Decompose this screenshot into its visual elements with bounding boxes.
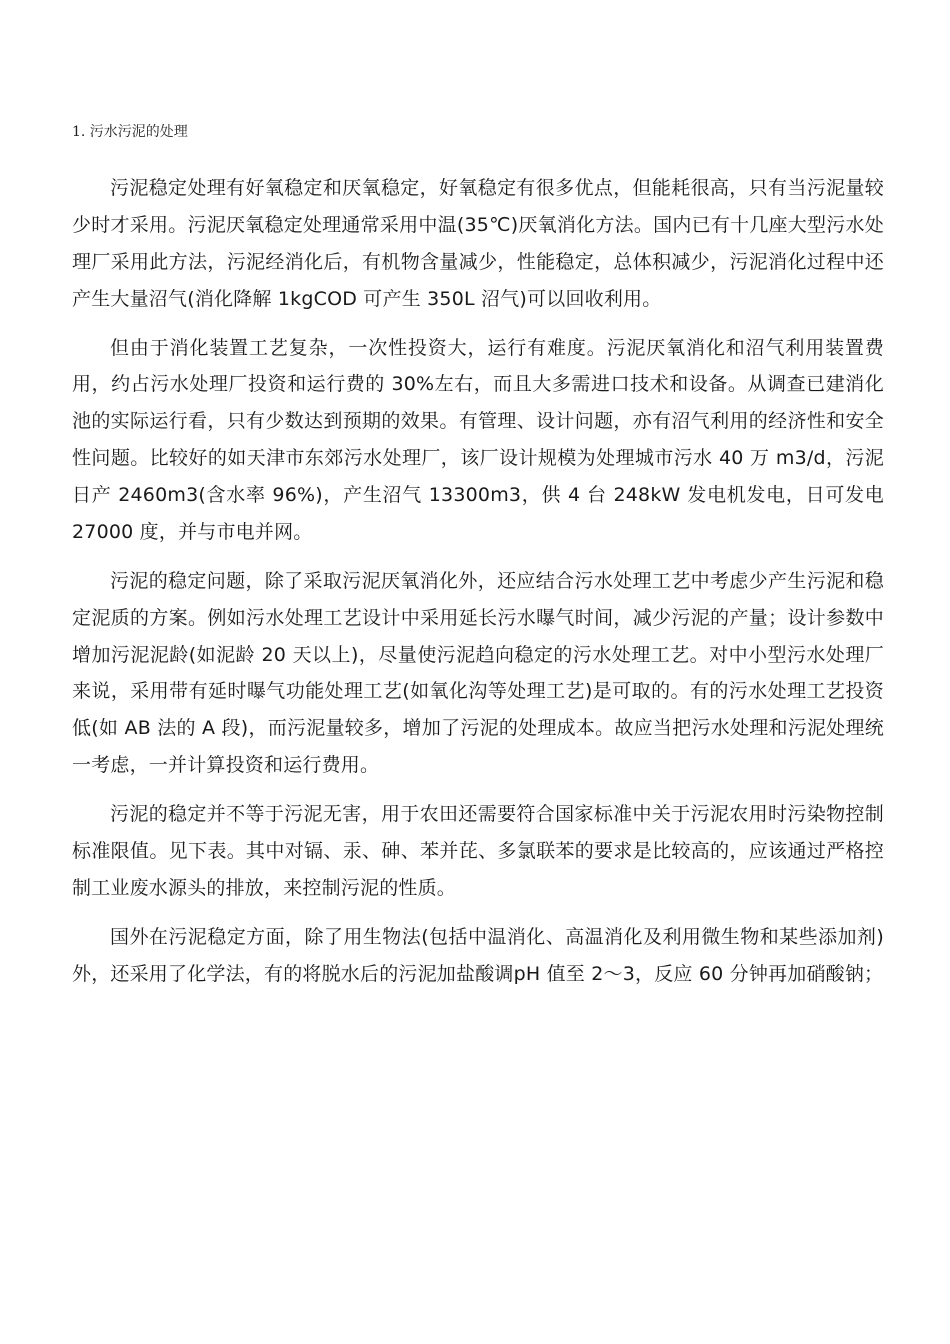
paragraph-digestion-cost: 但由于消化装置工艺复杂，一次性投资大，运行有难度。污泥厌氧消化和沼气利用装置费用，约占污水处理厂投资和运行费的 30%左右，而且大多需进口技术和设备。从调查已建消化池的实际运行看，只有少数达到预期的效果。有管理、设计问题，亦有沼气利用的经济性和安全性问题。比较好的如天津市东郊污水处理厂，该厂设计规模为处理城市污水 40 万 m3/d，污泥日产 2460m3(含水率 96%)，产生沼气 13300m3，供 4 台 248kW 发电机发电，日可发电 27000 度，并与市电并网。 bbox=[72, 336, 884, 543]
paragraph-harmlessness: 污泥的稳定并不等于污泥无害，用于农田还需要符合国家标准中关于污泥农用时污染物控制标准限值。见下表。其中对镉、汞、砷、苯并芘、多氯联苯的要求是比较高的，应该通过严格控制工业废水源头的排放，来控制污泥的性质。 bbox=[72, 803, 884, 899]
section-heading: 1. 污水污泥的处理 bbox=[72, 124, 188, 140]
body-text bbox=[72, 170, 884, 1005]
paragraph-foreign-methods: 国外在污泥稳定方面，除了用生物法(包括中温消化、高温消化及利用微生物和某些添加剂)外，还采用了化学法，有的将脱水后的污泥加盐酸调pH 值至 2～3，反应 60 分钟再加硝酸钠； bbox=[72, 925, 884, 985]
paragraph-stability-issues: 污泥的稳定问题，除了采取污泥厌氧消化外，还应结合污水处理工艺中考虑少产生污泥和稳定泥质的方案。例如污水处理工艺设计中采用延长污水曝气时间，减少污泥的产量；设计参数中增加污泥泥龄(如泥龄 20 天以上)，尽量使污泥趋向稳定的污水处理工艺。对中小型污水处理厂来说，采用带有延时曝气功能处理工艺(如氧化沟等处理工艺)是可取的。有的污水处理工艺投资低(如 AB 法的 A 段)，而污泥量较多，增加了污泥的处理成本。故应当把污水处理和污泥处理统一考虑，一并计算投资和运行费用。 bbox=[72, 569, 884, 777]
paragraph-sludge-stabilization: 污泥稳定处理有好氧稳定和厌氧稳定，好氧稳定有很多优点，但能耗很高，只有当污泥量较少时才采用。污泥厌氧稳定处理通常采用中温(35℃)厌氧消化方法。国内已有十几座大型污水处理厂采用此方法，污泥经消化后，有机物含量减少，性能稳定，总体积减少，污泥消化过程中还产生大量沼气(消化降解 1kgCOD 可产生 350L 沼气)可以回收利用。 bbox=[72, 177, 884, 310]
